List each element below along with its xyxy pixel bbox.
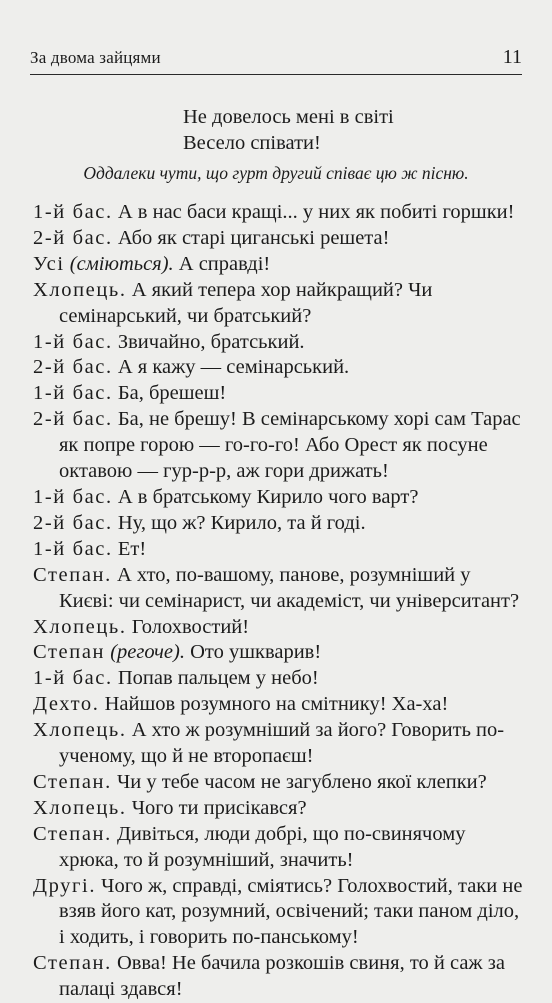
line-text: Найшов розумного на смітнику! Ха-ха! — [104, 693, 449, 716]
speaker-name: Хлопець. — [33, 615, 127, 638]
line-text: Ну, що ж? Кирило, та й годі. — [117, 511, 366, 534]
dialogue-line — [33, 407, 525, 485]
line-text: Ба, не брешу! В семінарському хорі сам Тарас як попре горою — го-го-го! Або Орест як посуне октавою — гур-р-р, аж гори дрижать! — [59, 408, 521, 483]
line-text: Овва! Не бачила розкошів свиня, то й саж за палаці здався! — [59, 952, 505, 1001]
dialogue-line — [33, 770, 525, 796]
page-number: 11 — [502, 46, 522, 68]
dialogue-line — [33, 200, 525, 226]
speaker-name: 1-й бас. — [33, 382, 113, 405]
dialogue-line — [33, 381, 525, 407]
speaker-name: Усі — [33, 252, 65, 275]
speaker-name: Степан. — [33, 770, 112, 793]
speaker-name: 1-й бас. — [33, 667, 113, 690]
speaker-name: 1-й бас. — [33, 201, 113, 223]
speaker-name: Степан. — [33, 822, 112, 845]
line-text: А справді! — [178, 252, 271, 275]
line-text: Чого ти присікався? — [131, 796, 307, 819]
line-text: Дивіться, люди добрі, що по-свинячому хрюка, то й розумніший, значить! — [59, 822, 466, 871]
speaker-name: Хлопець. — [33, 278, 127, 301]
verse-line: Не довелось мені в світі — [183, 106, 394, 128]
line-text: А який тепера хор найкращий? Чи семінарський, чи братський? — [59, 278, 433, 327]
running-title: За двома зайцями — [30, 48, 161, 67]
line-text: Ет! — [117, 537, 147, 560]
line-text: А хто ж розумніший за його? Говорить по-ученому, що й не второпаєш! — [59, 719, 505, 768]
dialogue-line — [33, 951, 525, 1003]
line-text: Ото ушкварив! — [190, 641, 322, 664]
speaker-name: Степан. — [33, 563, 112, 586]
line-text: Звичайно, братський. — [117, 330, 305, 353]
speaker-name: Другі. — [33, 874, 97, 897]
dialogue-line — [33, 537, 525, 563]
song-verse — [183, 104, 394, 156]
dialogue-line — [33, 278, 525, 330]
dialogue-line — [33, 615, 525, 641]
dialogue-line — [33, 640, 525, 666]
speaker-name: Хлопець. — [33, 719, 127, 742]
line-text: А в братському Кирило чого варт? — [117, 485, 419, 508]
speaker-name: Хлопець. — [33, 796, 127, 819]
speaker-name: Степан. — [33, 952, 112, 975]
speaker-name: Дехто. — [33, 693, 100, 716]
line-text: Чого ж, справді, сміятись? Голохвостий, таки не взяв його кат, розумний, освічений; таки паном діло, і ходить, і говорить по-панському! — [59, 874, 523, 949]
line-text: А хто, по-вашому, панове, розумніший у Києві: чи семінарист, чи академіст, чи університант? — [59, 563, 520, 612]
dialogue-line — [33, 822, 525, 874]
running-header — [30, 44, 522, 75]
dialogue-line — [33, 355, 525, 381]
line-text: А в нас баси кращі... у них як побиті горшки! — [117, 201, 515, 223]
dialogue-line — [33, 666, 525, 692]
speaker-name: Степан — [33, 641, 106, 664]
dialogue-line — [33, 226, 525, 252]
speaker-name: 2-й бас. — [33, 511, 113, 534]
dialogue-line — [33, 563, 525, 615]
dialogue-line — [33, 330, 525, 356]
stage-direction: Оддалеки чути, що гурт другий співає цю ж пісню. — [83, 163, 469, 183]
speaker-name: 2-й бас. — [33, 226, 113, 249]
line-text: Чи у тебе часом не загублено якої клепки? — [116, 770, 487, 793]
speaker-name: 1-й бас. — [33, 537, 113, 560]
dialogue-line — [33, 692, 525, 718]
speaker-name: 1-й бас. — [33, 330, 113, 353]
line-text: Голохвостий! — [131, 615, 250, 638]
stage-remark: (сміються). — [69, 252, 174, 275]
dialogue-line — [33, 796, 525, 822]
speaker-name: 1-й бас. — [33, 485, 113, 508]
speaker-name: 2-й бас. — [33, 356, 113, 379]
line-text: Ба, брешеш! — [117, 382, 227, 405]
stage-remark: (регоче). — [110, 641, 185, 664]
line-text: А я кажу — семінарський. — [117, 356, 350, 379]
dialogue — [33, 200, 525, 1003]
dialogue-line — [33, 511, 525, 537]
verse-line: Весело співати! — [183, 132, 321, 154]
dialogue-line — [33, 874, 525, 952]
line-text: Попав пальцем у небо! — [117, 667, 319, 690]
dialogue-line — [33, 485, 525, 511]
dialogue-line — [33, 718, 525, 770]
speaker-name: 2-й бас. — [33, 408, 113, 431]
line-text: Або як старі циганські решета! — [117, 226, 390, 249]
dialogue-line — [33, 252, 525, 278]
